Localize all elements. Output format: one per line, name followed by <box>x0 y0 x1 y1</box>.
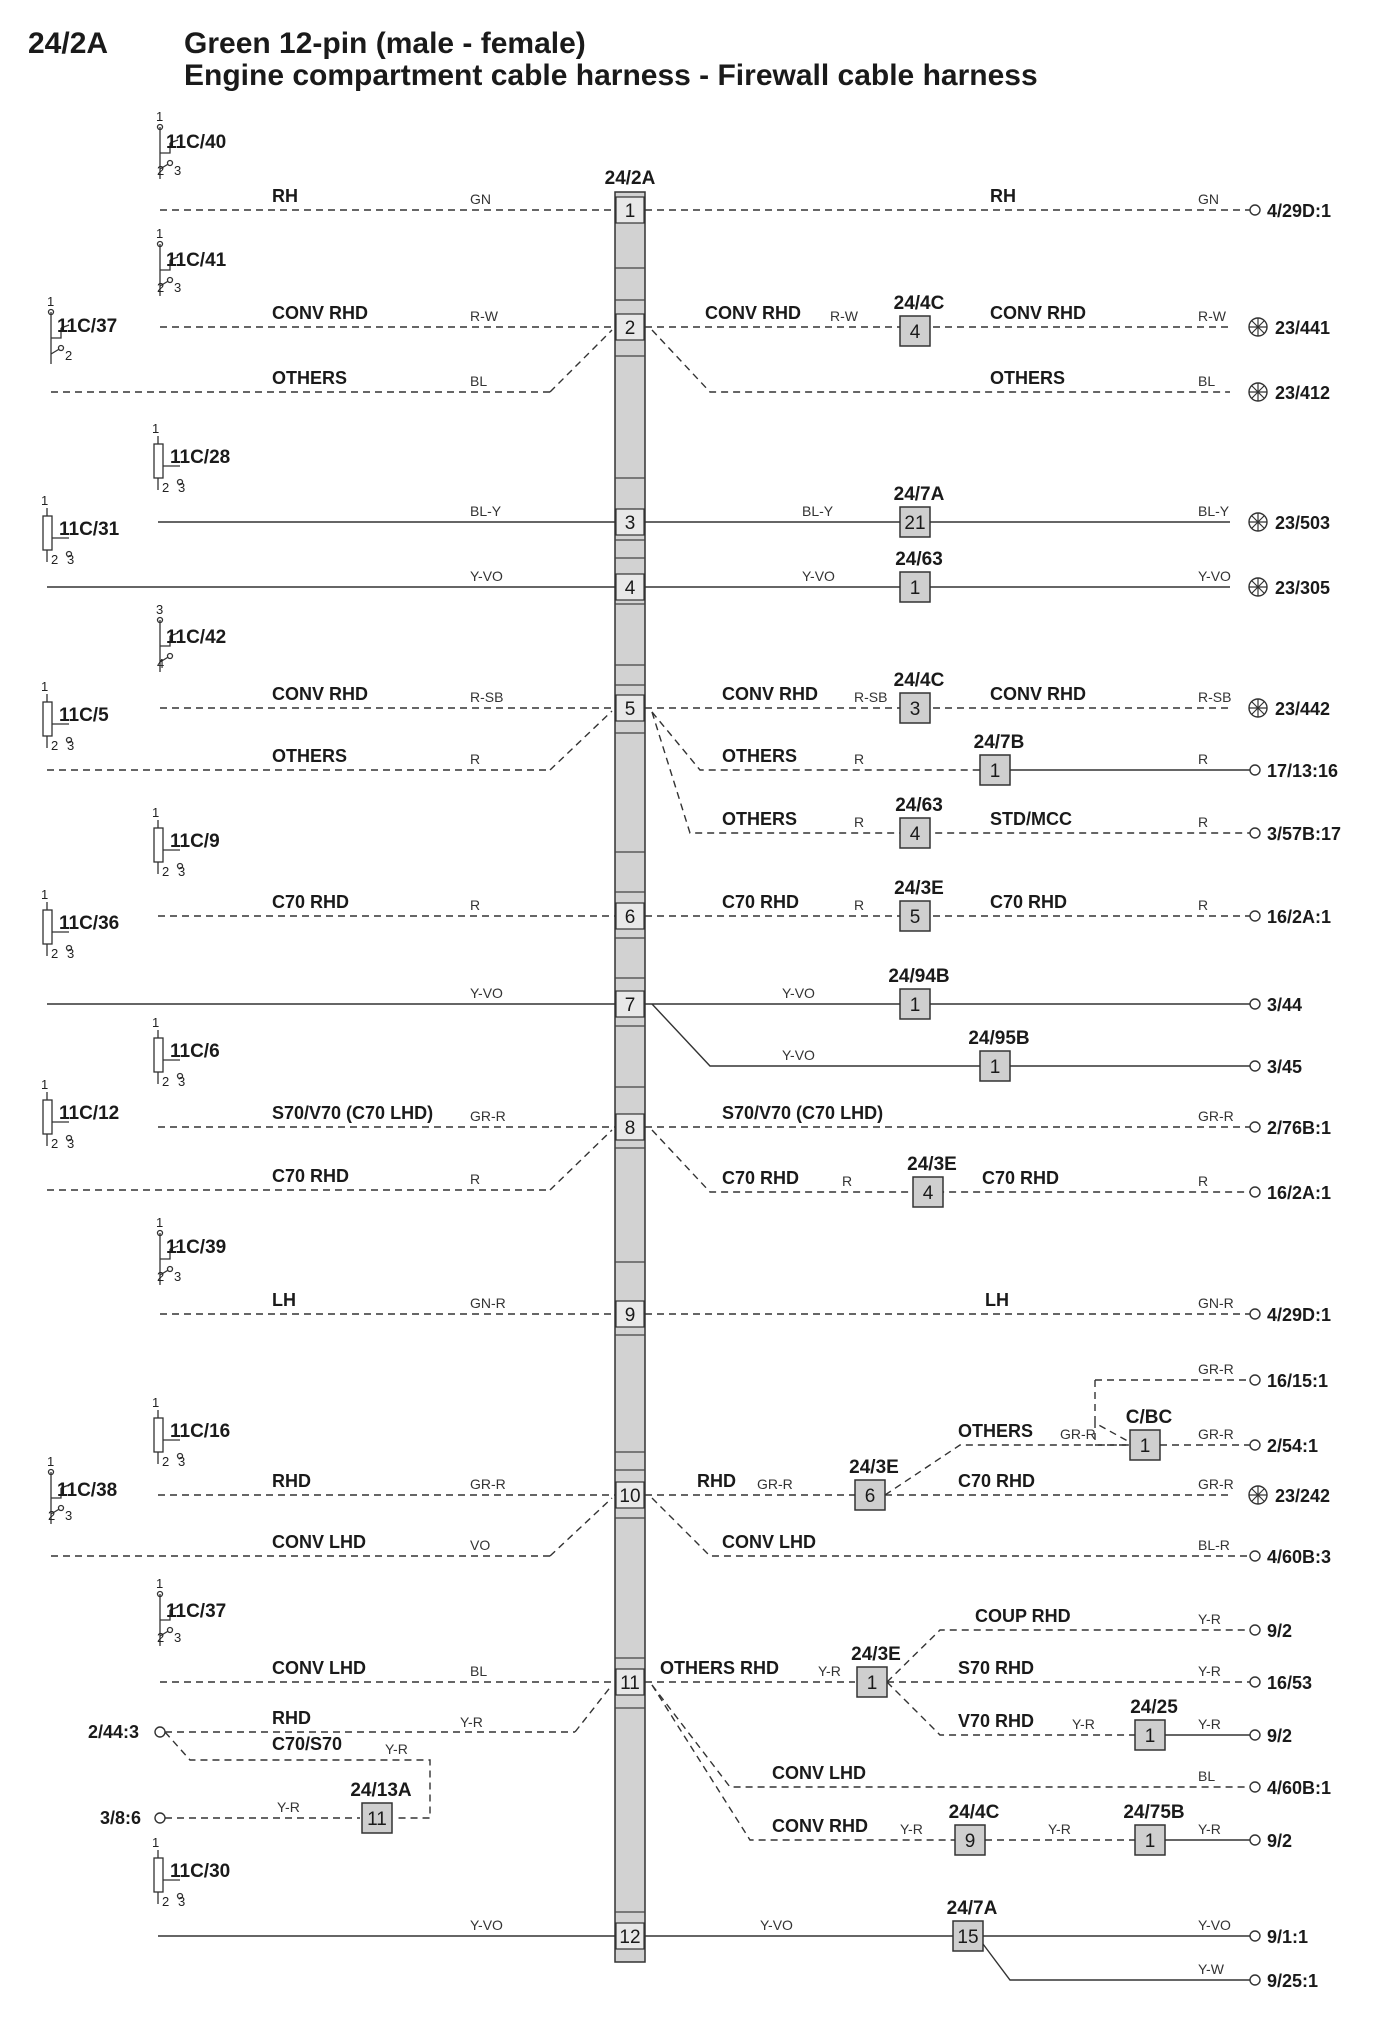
right-wire-code: Y-R <box>900 1821 923 1837</box>
switch-pin-number: 3 <box>156 602 164 617</box>
terminal-circle <box>1250 1440 1260 1450</box>
right-wire-code: Y-R <box>1198 1663 1221 1679</box>
inline-connector-id: 24/63 <box>895 795 943 816</box>
wire <box>652 1004 1250 1066</box>
right-wire-label: CONV LHD <box>772 1763 866 1783</box>
right-wire-code: GR-R <box>1198 1426 1234 1442</box>
connector-layer <box>615 192 645 1962</box>
connector-pin-number: 2 <box>624 318 636 339</box>
inline-connector-pin: 4 <box>909 824 921 845</box>
switch-terminal <box>168 161 173 166</box>
right-wire-label: CONV LHD <box>722 1532 816 1552</box>
right-wire-label: LH <box>985 1290 1009 1310</box>
inline-connector-id: 24/95B <box>968 1028 1030 1049</box>
right-wire-code: Y-VO <box>802 568 835 584</box>
terminal-circle <box>1250 1782 1260 1792</box>
connector-description: Green 12-pin (male - female) <box>184 27 586 60</box>
right-wire-label: OTHERS <box>722 809 798 829</box>
left-wire-label: LH <box>272 1290 296 1310</box>
destination-label: 9/25:1 <box>1267 1971 1319 1991</box>
wire-layer <box>47 210 1250 1980</box>
right-wire-code: Y-R <box>1198 1611 1221 1627</box>
inline-connector-id: 24/25 <box>1130 1697 1178 1718</box>
right-wire-code: R <box>1198 814 1209 830</box>
switch-pin-number: 1 <box>156 109 164 124</box>
right-wire-label: C70 RHD <box>722 892 800 912</box>
sensor-pin-number: 3 <box>67 946 75 961</box>
left-wire-label: OTHERS <box>272 368 348 388</box>
connector-pin-number: 10 <box>619 1486 641 1507</box>
connector-pin-number: 3 <box>624 513 636 534</box>
left-wire-label: RHD <box>272 1708 311 1728</box>
switch-id: 11C/42 <box>166 627 227 648</box>
destination-label: 16/53 <box>1267 1673 1313 1693</box>
right-wire-code: BL-Y <box>802 503 834 519</box>
diagram-code: 24/2A <box>28 27 109 60</box>
right-wire-code: Y-R <box>818 1663 841 1679</box>
component-layer <box>43 125 1267 1986</box>
switch-pin-number: 1 <box>156 1215 164 1230</box>
left-wire-code: R <box>470 897 481 913</box>
sensor-pin-number: 1 <box>41 493 49 508</box>
terminal-circle <box>1250 1551 1260 1561</box>
inline-connector-pin: 15 <box>957 1927 979 1948</box>
right-wire-code: Y-VO <box>782 1047 815 1063</box>
right-wire-code: R <box>854 751 865 767</box>
sensor-pin-number: 2 <box>162 1454 170 1469</box>
right-wire-code: Y-R <box>1072 1716 1095 1732</box>
destination-label: 4/60B:3 <box>1267 1547 1332 1567</box>
ground-terminal <box>1249 383 1267 401</box>
switch-id: 11C/37 <box>57 316 118 337</box>
left-terminal <box>155 1727 165 1737</box>
connector-pin-number: 12 <box>619 1927 641 1948</box>
sensor-pin-number: 3 <box>67 1136 75 1151</box>
right-wire-code: R-SB <box>854 689 888 705</box>
sensor-id: 11C/31 <box>59 519 120 540</box>
destination-label: 17/13:16 <box>1267 761 1339 781</box>
right-wire-code: Y-VO <box>782 985 815 1001</box>
destination-label: 3/44 <box>1267 995 1303 1015</box>
sensor-body <box>154 828 163 862</box>
right-wire-label: COUP RHD <box>975 1606 1071 1626</box>
connector-id: 24/2A <box>604 168 656 189</box>
switch-pin-number: 4 <box>157 656 165 671</box>
left-wire-label: C70 RHD <box>272 892 350 912</box>
inline-connector-id: 24/4C <box>893 670 945 691</box>
inline-connector-id: 24/3E <box>907 1154 957 1175</box>
right-wire-label: C70 RHD <box>990 892 1068 912</box>
right-wire-label: CONV RHD <box>722 684 819 704</box>
left-terminal-label: 2/44:3 <box>88 1722 140 1742</box>
wire <box>550 330 612 392</box>
right-wire-label: C70 RHD <box>722 1168 800 1188</box>
ground-terminal <box>1249 318 1267 336</box>
sensor-pin-number: 2 <box>162 1074 170 1089</box>
switch-terminal <box>168 1628 173 1633</box>
switch-pin-number: 3 <box>65 1508 73 1523</box>
switch-pin-number: 2 <box>65 348 73 363</box>
right-wire-label: OTHERS <box>722 746 798 766</box>
sensor-pin-number: 2 <box>51 1136 59 1151</box>
right-wire-code: Y-R <box>1048 1821 1071 1837</box>
switch-id: 11C/41 <box>166 250 227 271</box>
connector-pin-number: 9 <box>624 1305 636 1326</box>
destination-label: 3/57B:17 <box>1267 824 1342 844</box>
inline-connector-pin: 3 <box>909 699 921 720</box>
right-wire-label: S70/V70 (C70 LHD) <box>722 1103 884 1123</box>
sensor-pin-number: 1 <box>152 1395 160 1410</box>
inline-connector-id: 24/4C <box>948 1802 1000 1823</box>
inline-connector-id: 24/7A <box>946 1898 998 1919</box>
terminal-circle <box>1250 911 1260 921</box>
destination-label: 3/45 <box>1267 1057 1303 1077</box>
destination-label: 4/29D:1 <box>1267 201 1332 221</box>
left-wire-code: GN <box>470 191 491 207</box>
left-wire-label: RHD <box>272 1471 311 1491</box>
destination-label: 23/242 <box>1275 1486 1331 1506</box>
switch-terminal <box>168 278 173 283</box>
switch-pin-number: 3 <box>174 1269 182 1284</box>
inline-connector-pin: 1 <box>1144 1726 1156 1747</box>
left-wire-label: CONV RHD <box>272 303 369 323</box>
left-wire-code: BL <box>470 1663 488 1679</box>
inline-connector-pin: 1 <box>909 995 921 1016</box>
switch-pin-number: 1 <box>47 1454 55 1469</box>
right-wire-label: STD/MCC <box>990 809 1072 829</box>
sensor-body <box>154 1858 163 1892</box>
ground-terminal <box>1249 578 1267 596</box>
inline-connector-pin: 4 <box>922 1183 934 1204</box>
sensor-body <box>43 516 52 550</box>
left-wire-code: R-SB <box>470 689 504 705</box>
ground-terminal <box>1249 699 1267 717</box>
left-wire-code: Y-VO <box>470 985 503 1001</box>
inline-connector-pin: 1 <box>909 578 921 599</box>
left-wire-code: BL <box>470 373 488 389</box>
inline-connector-pin: 1 <box>866 1673 878 1694</box>
right-wire-label: CONV RHD <box>990 684 1087 704</box>
ground-terminal <box>1249 513 1267 531</box>
left-wire-code: GR-R <box>470 1476 506 1492</box>
left-wire-label: OTHERS <box>272 746 348 766</box>
terminal-circle <box>1250 1730 1260 1740</box>
right-wire-label: C70 RHD <box>982 1168 1060 1188</box>
inline-connector-pin: 1 <box>989 1057 1001 1078</box>
wire <box>575 1685 612 1732</box>
left-wire-code: Y-VO <box>470 1917 503 1933</box>
switch-terminal <box>59 346 64 351</box>
destination-label: 2/76B:1 <box>1267 1118 1332 1138</box>
left-wire-code: Y-R <box>385 1741 408 1757</box>
right-wire-code: Y-R <box>1198 1821 1221 1837</box>
terminal-circle <box>1250 828 1260 838</box>
destination-label: 23/441 <box>1275 318 1331 338</box>
terminal-circle <box>1250 1187 1260 1197</box>
switch-pin-number: 1 <box>156 1576 164 1591</box>
right-wire-label: RH <box>990 186 1016 206</box>
destination-label: 23/503 <box>1275 513 1331 533</box>
inline-connector-id: 24/75B <box>1123 1802 1185 1823</box>
connector-pin-number: 4 <box>624 578 636 599</box>
sensor-pin-number: 1 <box>152 421 160 436</box>
sensor-pin-number: 1 <box>152 1015 160 1030</box>
terminal-circle <box>1250 1625 1260 1635</box>
switch-terminal <box>168 1267 173 1272</box>
switch-pin-number: 3 <box>174 280 182 295</box>
switch-pin-number: 2 <box>48 1508 56 1523</box>
right-wire-label: CONV RHD <box>705 303 802 323</box>
sensor-pin-number: 3 <box>178 1454 186 1469</box>
right-wire-label: V70 RHD <box>958 1711 1035 1731</box>
switch-pin-number: 2 <box>157 1269 165 1284</box>
switch-id: 11C/38 <box>57 1480 118 1501</box>
sensor-pin-number: 2 <box>162 480 170 495</box>
connector-pin-number: 5 <box>624 699 636 720</box>
inline-connector-id: 24/7A <box>893 484 945 505</box>
right-wire-code: R <box>1198 751 1209 767</box>
right-wire-code: R <box>842 1173 853 1189</box>
right-wire-code: R <box>854 897 865 913</box>
left-wire-label: CONV LHD <box>272 1658 366 1678</box>
destination-label: 16/2A:1 <box>1267 1183 1332 1203</box>
right-wire-code: R <box>1198 1173 1209 1189</box>
switch-pin-number: 2 <box>157 163 165 178</box>
destination-label: 4/60B:1 <box>1267 1778 1332 1798</box>
right-wire-label: OTHERS <box>958 1421 1034 1441</box>
right-wire-code: GR-R <box>757 1476 793 1492</box>
sensor-pin-number: 3 <box>67 552 75 567</box>
left-wire-code: BL-Y <box>470 503 502 519</box>
right-wire-code: BL <box>1198 373 1216 389</box>
destination-label: 9/2 <box>1267 1831 1293 1851</box>
switch-id: 11C/39 <box>166 1237 227 1258</box>
destination-label: 23/412 <box>1275 383 1331 403</box>
inline-connector-id: 24/13A <box>350 1780 412 1801</box>
switch-pin-number: 2 <box>157 1630 165 1645</box>
sensor-pin-number: 2 <box>51 552 59 567</box>
inline-connector-pin: 1 <box>1144 1831 1156 1852</box>
left-wire-label: S70/V70 (C70 LHD) <box>272 1103 434 1123</box>
wire <box>887 1630 1250 1682</box>
sensor-body <box>43 1100 52 1134</box>
sensor-body <box>154 1418 163 1452</box>
inline-connector-id: 24/4C <box>893 293 945 314</box>
right-wire-code: GN-R <box>1198 1295 1234 1311</box>
wire <box>652 712 980 770</box>
inline-connector-id: 24/94B <box>888 966 950 987</box>
right-wire-code: Y-VO <box>1198 1917 1231 1933</box>
left-wire-code: Y-VO <box>470 568 503 584</box>
switch-terminal <box>59 1506 64 1511</box>
sensor-id: 11C/12 <box>59 1103 120 1124</box>
terminal-circle <box>1250 765 1260 775</box>
destination-label: 9/2 <box>1267 1621 1293 1641</box>
inline-connector-pin: 1 <box>1139 1436 1151 1457</box>
left-wire-label: CONV LHD <box>272 1532 366 1552</box>
switch-pin-number: 2 <box>157 280 165 295</box>
right-wire-code: R-SB <box>1198 689 1232 705</box>
terminal-circle <box>1250 1677 1260 1687</box>
wire <box>550 711 612 770</box>
inline-connector-pin: 9 <box>964 1831 976 1852</box>
sensor-id: 11C/30 <box>170 1861 231 1882</box>
right-wire-code: Y-R <box>1198 1716 1221 1732</box>
sensor-pin-number: 2 <box>51 946 59 961</box>
destination-label: 23/305 <box>1275 578 1331 598</box>
connector-pin-number: 7 <box>624 995 636 1016</box>
destination-label: 16/2A:1 <box>1267 907 1332 927</box>
sensor-pin-number: 1 <box>41 887 49 902</box>
left-wire-label: C70/S70 <box>272 1734 343 1754</box>
destination-label: 23/442 <box>1275 699 1331 719</box>
destination-label: 9/1:1 <box>1267 1927 1309 1947</box>
inline-connector-id: C/BC <box>1125 1407 1173 1428</box>
sensor-body <box>154 1038 163 1072</box>
sensor-id: 11C/5 <box>59 705 109 726</box>
inline-connector-id: 24/63 <box>895 549 943 570</box>
right-wire-label: OTHERS RHD <box>660 1658 780 1678</box>
switch-pin-number: 3 <box>174 163 182 178</box>
wire <box>652 330 1230 392</box>
harness-description: Engine compartment cable harness - Firewall cable harness <box>184 59 1038 92</box>
ground-terminal <box>1249 1486 1267 1504</box>
left-wire-label: RH <box>272 186 298 206</box>
left-wire-code: GR-R <box>470 1108 506 1124</box>
right-wire-code: R-W <box>1198 308 1226 324</box>
left-terminal-label: 3/8:6 <box>100 1808 142 1828</box>
left-wire-code: R-W <box>470 308 498 324</box>
sensor-pin-number: 2 <box>51 738 59 753</box>
inline-connector-id: 24/3E <box>894 878 944 899</box>
inline-connector-pin: 1 <box>989 761 1001 782</box>
terminal-circle <box>1250 1375 1260 1385</box>
sensor-id: 11C/6 <box>170 1041 220 1062</box>
switch-id: 11C/37 <box>166 1601 227 1622</box>
sensor-id: 11C/9 <box>170 831 220 852</box>
connector-pin-number: 6 <box>624 907 636 928</box>
left-wire-code: Y-R <box>277 1799 300 1815</box>
right-wire-code: R <box>1198 897 1209 913</box>
right-wire-code: Y-VO <box>760 1917 793 1933</box>
sensor-pin-number: 1 <box>41 679 49 694</box>
right-wire-label: CONV RHD <box>772 1816 869 1836</box>
sensor-pin-number: 2 <box>162 864 170 879</box>
right-wire-code: BL-Y <box>1198 503 1230 519</box>
switch-pin-number: 1 <box>47 294 55 309</box>
inline-connector-id: 24/3E <box>851 1644 901 1665</box>
right-wire-label: CONV RHD <box>990 303 1087 323</box>
terminal-circle <box>1250 1122 1260 1132</box>
switch-terminal <box>168 654 173 659</box>
right-wire-label: C70 RHD <box>958 1471 1036 1491</box>
right-wire-label: S70 RHD <box>958 1658 1035 1678</box>
right-wire-code: Y-W <box>1198 1961 1224 1977</box>
right-wire-code: GR-R <box>1198 1108 1234 1124</box>
left-wire-code: R <box>470 1171 481 1187</box>
left-terminal <box>155 1813 165 1823</box>
terminal-circle <box>1250 1975 1260 1985</box>
wire <box>550 1130 612 1190</box>
inline-connector-pin: 21 <box>904 513 926 534</box>
right-wire-code: GR-R <box>1198 1476 1234 1492</box>
terminal-circle <box>1250 1309 1260 1319</box>
inline-connector-id: 24/7B <box>973 732 1025 753</box>
right-wire-code: R-W <box>830 308 858 324</box>
destination-label: 2/54:1 <box>1267 1436 1319 1456</box>
left-wire-label: C70 RHD <box>272 1166 350 1186</box>
sensor-body <box>43 910 52 944</box>
connector-pin-number: 11 <box>620 1673 640 1694</box>
sensor-id: 11C/36 <box>59 913 120 934</box>
right-wire-code: GR-R <box>1198 1361 1234 1377</box>
destination-label: 16/15:1 <box>1267 1371 1329 1391</box>
terminal-circle <box>1250 205 1260 215</box>
inline-connector-id: 24/3E <box>849 1457 899 1478</box>
left-wire-code: Y-R <box>460 1714 483 1730</box>
sensor-body <box>43 702 52 736</box>
sensor-pin-number: 3 <box>178 480 186 495</box>
inline-connector-pin: 5 <box>909 907 921 928</box>
sensor-id: 11C/16 <box>170 1421 231 1442</box>
sensor-pin-number: 3 <box>67 738 75 753</box>
right-wire-code: BL-R <box>1198 1537 1230 1553</box>
switch-id: 11C/40 <box>166 132 227 153</box>
connector-pin-number: 8 <box>624 1118 636 1139</box>
right-wire-label: RHD <box>697 1471 736 1491</box>
right-wire-code: GR-R <box>1060 1426 1096 1442</box>
terminal-circle <box>1250 1061 1260 1071</box>
left-wire-label: CONV RHD <box>272 684 369 704</box>
inline-connector-pin: 4 <box>909 322 921 343</box>
sensor-id: 11C/28 <box>170 447 231 468</box>
right-wire-code: R <box>854 814 865 830</box>
terminal-circle <box>1250 1931 1260 1941</box>
switch-pin-number: 1 <box>156 226 164 241</box>
sensor-pin-number: 3 <box>178 1074 186 1089</box>
sensor-pin-number: 1 <box>152 1835 160 1850</box>
sensor-pin-number: 3 <box>178 1894 186 1909</box>
terminal-circle <box>1250 999 1260 1009</box>
inline-connector-pin: 6 <box>864 1486 876 1507</box>
connector-pin-number: 1 <box>624 201 636 222</box>
left-wire-code: R <box>470 751 481 767</box>
right-wire-code: GN <box>1198 191 1219 207</box>
destination-label: 4/29D:1 <box>1267 1305 1332 1325</box>
terminal-circle <box>1250 1835 1260 1845</box>
right-wire-code: Y-VO <box>1198 568 1231 584</box>
wire <box>550 1498 612 1556</box>
sensor-pin-number: 1 <box>152 805 160 820</box>
sensor-pin-number: 3 <box>178 864 186 879</box>
left-wire-code: VO <box>470 1537 491 1553</box>
sensor-pin-number: 2 <box>162 1894 170 1909</box>
inline-connector-pin: 11 <box>367 1809 387 1830</box>
connector-bar <box>615 192 645 1962</box>
sensor-body <box>154 444 163 478</box>
switch-pin-number: 3 <box>174 1630 182 1645</box>
right-wire-label: OTHERS <box>990 368 1066 388</box>
right-wire-code: BL <box>1198 1768 1216 1784</box>
destination-label: 9/2 <box>1267 1726 1293 1746</box>
left-wire-code: GN-R <box>470 1295 506 1311</box>
sensor-pin-number: 1 <box>41 1077 49 1092</box>
